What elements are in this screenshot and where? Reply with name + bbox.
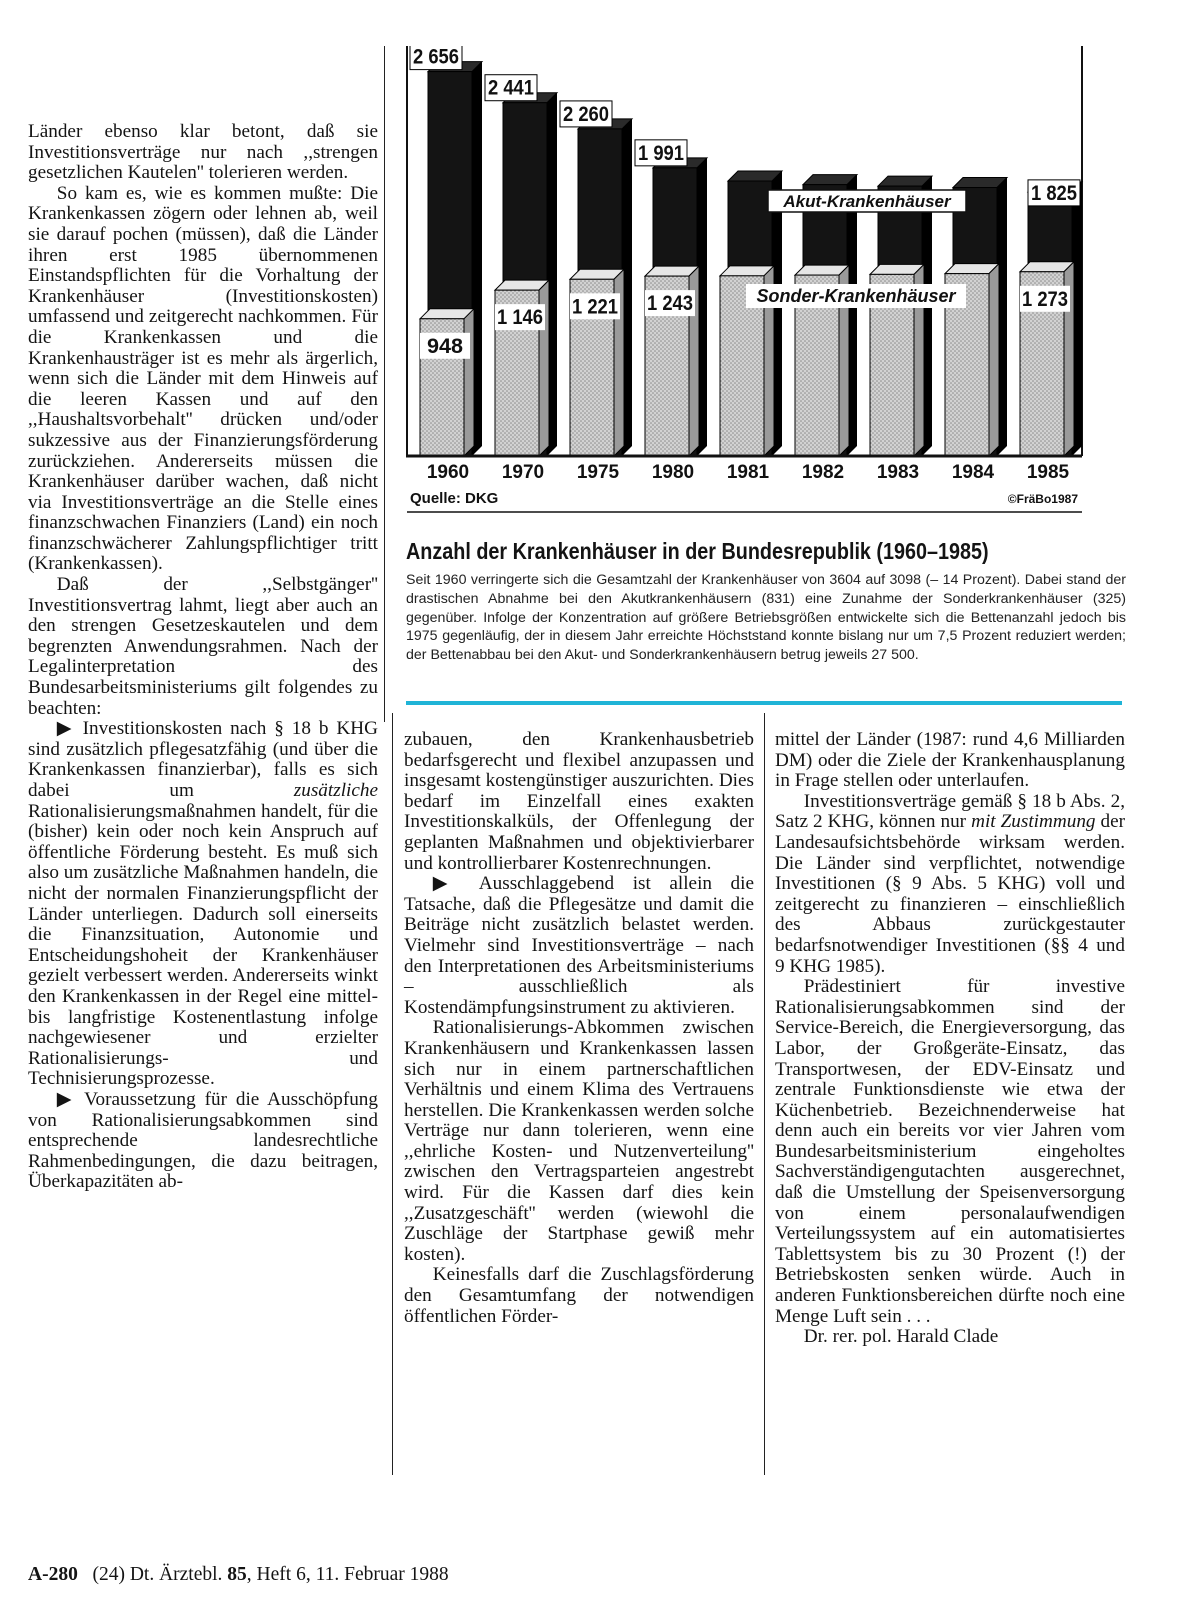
chart-credit: ©FräBo1987 — [1007, 492, 1078, 506]
paragraph — [775, 792, 1125, 977]
paragraph: ▶ Voraussetzung für die Ausschöpfung von Rationalisierungsabkommen sind entsprechende landesrechtliche Rahmenbedingungen, die dazu beitragen, Überkapazitäten ab- — [28, 1088, 378, 1193]
paragraph: mittel der Länder (1987: rund 4,6 Milliarden DM) oder die Ziele der Krankenhausplanung in Frage stellen oder unterlaufen. — [775, 729, 1125, 792]
value-label-sonder: 1 221 — [572, 295, 619, 319]
issue-date: , Heft 6, 11. Februar 1988 — [246, 1564, 449, 1585]
x-tick-label: 1982 — [801, 462, 845, 483]
paragraph — [28, 719, 378, 1090]
value-label-sonder: 1 146 — [497, 306, 543, 330]
caption-text: Seit 1960 verringerte sich die Gesamtzahl der Krankenhäuser von 3604 auf 3098 (– 14 Prozent). Dabei stand der drastischen Abnahme bei den Akutkrankenhäusern (831) eine Zunahme der Sonderkrankenhäuser (325) gegenüber. Infolge der Konzentration auf größere Betriebsgrößen entwickelte sich die Bettenanzahl jedoch bis 1975 gegenläufig, der in diesem Jahr erreichte Höchststand konnte bislang nur um 7,5 Prozent reduziert werden; der Bettenabbau bei den Akut- und Sonderkrankenhäusern betrug jeweils 27 500. — [406, 572, 1126, 664]
column-rule-2-3 — [764, 713, 765, 1475]
x-tick-label: 1960 — [426, 462, 470, 483]
volume-number: 85 — [227, 1564, 247, 1585]
chart-svg — [406, 46, 1126, 536]
legend-sonder — [746, 284, 966, 308]
value-label-akut: 1 825 — [1031, 181, 1078, 205]
legend-label-akut: Akut-Krankenhäuser — [783, 192, 951, 211]
caption-title: Anzahl der Krankenhäuser in der Bundesrepublik (1960–1985) — [406, 538, 989, 564]
paragraph: Daß der ,,Selbstgänger'' Investitionsvertrag lahmt, liegt aber auch an den strengen Gesetzeskautelen und dem begrenzten Anwendungsrahmen. Nach der Legalinterpretation des Bundesarbeitsministeriums gilt folgendes zu beachten: — [28, 574, 378, 719]
value-label-akut: 2 260 — [563, 102, 609, 126]
page-footer — [28, 1564, 449, 1586]
paragraph: ▶ Ausschlaggebend ist allein die Tatsache, daß die Pflegesätze und damit die Beiträge nicht zusätzlich belastet werden. Vielmehr sind Investitionsverträge – nach den Interpretationen des Arbeitsministeriums – ausschließlich als Kostendämpfungsinstrument zu aktivieren. — [404, 873, 754, 1018]
paragraph: Keinesfalls darf die Zuschlagsförderung den Gesamtumfang der notwendigen öffentlichen Förder- — [404, 1264, 754, 1327]
chart-source: Quelle: DKG — [410, 490, 499, 507]
accent-rule — [406, 701, 1122, 705]
hospital-bar-chart — [406, 46, 1126, 536]
paragraph-text: ▶ Investitionskosten nach § 18 b KHG sind zusätzlich pflegesatzfähig (und über die Krankenkassen finanzierbar), falls es sich dabei um — [28, 718, 378, 801]
article-column-3 — [775, 730, 1125, 1348]
journal-ref: (24) Dt. Ärztebl. — [92, 1564, 223, 1585]
value-label-sonder: 1 273 — [1022, 287, 1068, 311]
paragraph-text: Rationalisierungsmaßnahmen handelt, für die (bisher) kein oder noch kein Anspruch auf öffentliche Förderung besteht. Es muß sich also um zusätzliche Maßnahmen handeln, die nicht der normalen Finanzierungspflicht der Länder unterliegen. Dadurch soll einerseits die Finanzsituation, Autonomie und Entscheidungshoheit der Krankenhäuser gezielt verbessert werden. Andererseits winkt den Krankenkassen in der Regel eine mittel- bis langfristige Kostenentlastung infolge nachgewiesener und erzielter Rationalisierungs- und Technisierungsprozesse. — [28, 800, 378, 1090]
legend-akut — [768, 190, 966, 212]
value-label-akut: 1 991 — [638, 141, 685, 165]
x-tick-label: 1985 — [1026, 462, 1070, 483]
x-tick-label: 1970 — [501, 462, 545, 483]
x-tick-label: 1981 — [726, 462, 770, 483]
x-tick-labels-group — [427, 462, 1070, 483]
article-column-2 — [404, 730, 754, 1327]
paragraph: So kam es, wie es kommen mußte: Die Krankenkassen zögern oder lehnen ab, weil sie darauf pochen (müssen), daß die Länder ihren erst 1985 übernommenen Einstandspflichten für die Vorhaltung der Krankenhäuser (Investitionskosten) umfassend und zeitgerecht nachkommen. Für die Krankenkassen und die Krankenhausträger ist es mehr als ärgerlich, wenn sich die Länder mit dem Hinweis auf die leeren Kassen und auf den ,,Haushaltsvorbehalt'' drücken und/oder sukzessive aus der Finanzierungsförderung zurückziehen. Andererseits müssen die Krankenhäuser darüber wachen, daß nicht via Investitionsverträge an die Stelle eines finanzschwachen Finanziers (Land) ein noch finanzschwächerer Zahlungspflichtiger tritt (Krankenkassen). — [28, 182, 378, 575]
paragraph: Rationalisierungs-Abkommen zwischen Krankenhäusern und Krankenkassen lassen sich nur in einem partnerschaftlichen Verhältnis und einem Klima des Vertrauens herstellen. Die Krankenkassen werden solche Verträge nur dann tolerieren, wenn eine ,,ehrliche Kosten- und Nutzenverteilung'' zwischen den Vertragsparteien angestrebt wird. Für die Kassen darf dies kein ,,Zusatzgeschäft'' werden (wiewohl die Zuschläge der Startphase gewiß mehr kosten). — [404, 1017, 754, 1265]
value-label-akut: 2 656 — [413, 46, 459, 69]
paragraph-text: Investitionsverträge gemäß § 18 b Abs. 2, Satz 2 KHG, können nur — [775, 790, 1125, 833]
value-label-akut: 2 441 — [488, 76, 535, 100]
page-number: A-280 — [28, 1564, 78, 1585]
paragraph: Länder ebenso klar betont, daß sie Investitionsverträge nur nach ,,strengen gesetzlichen Kautelen'' tolerieren werden. — [28, 121, 378, 184]
x-tick-label: 1975 — [576, 462, 620, 483]
bar-sonder-side — [989, 264, 999, 456]
emphasis-text: zusätzliche — [293, 780, 378, 801]
x-tick-label: 1983 — [876, 462, 920, 483]
x-tick-label: 1984 — [951, 462, 995, 483]
legend-label-sonder: Sonder-Krankenhäuser — [756, 286, 956, 306]
bars-group — [420, 62, 1082, 456]
value-label-sonder: 948 — [427, 334, 464, 358]
column-rule-1-2 — [392, 713, 393, 1475]
value-label-sonder: 1 243 — [647, 292, 693, 316]
x-tick-label: 1980 — [651, 462, 695, 483]
paragraph: zubauen, den Krankenhausbetrieb bedarfsgerecht und flexibel anzupassen und insgesamt kostengünstiger auszurichten. Dies bedarf im Einzelfall eines exakten Investitionskalküls, der Offenlegung der geplanten Maßnahmen und objektivierbarer und kontrollierbarer Kostenrechnungen. — [404, 729, 754, 874]
bar-sonder-side — [464, 309, 474, 456]
author-line: Dr. rer. pol. Harald Clade — [803, 1326, 999, 1348]
paragraph: Prädestiniert für investive Rationalisierungsabkommen sind der Service-Bereich, die Energieversorgung, das Labor, der Großgeräte-Einsatz, das Transportwesen, der EDV-Einsatz und zentrale Funktionsdienste wie etwa der Küchenbetrieb. Bezeichnenderweise hat denn auch ein bereits vor vier Jahren vom Bundesarbeitsministerium eingeholtes Sachverständigengutachten ausgerechnet, daß die Umstellung der Speisenversorgung von einem personalaufwendigen Verteilungssystem auf ein automatisiertes Tablettsystem bis zu 30 Prozent (!) der Betriebskosten senken würde. Auch in anderen Funktionsbereichen dürfte noch eine Menge Luft sein . . . — [775, 976, 1125, 1327]
emphasis-text: mit Zustimmung — [971, 811, 1096, 833]
article-column-1 — [28, 122, 378, 1193]
top-rule-col1 — [384, 46, 385, 722]
paragraph-text: der Landesaufsichtsbehörde wirksam werden. Die Länder sind verpflichtet, notwendige Investitionen (§ 9 Abs. 5 KHG) voll und zeitgerecht zu finanzieren – einschließlich des Abbaus zurückgestauter bedarfsnotwendiger Investitionen (§§ 4 und 9 KHG 1985). — [775, 811, 1126, 977]
